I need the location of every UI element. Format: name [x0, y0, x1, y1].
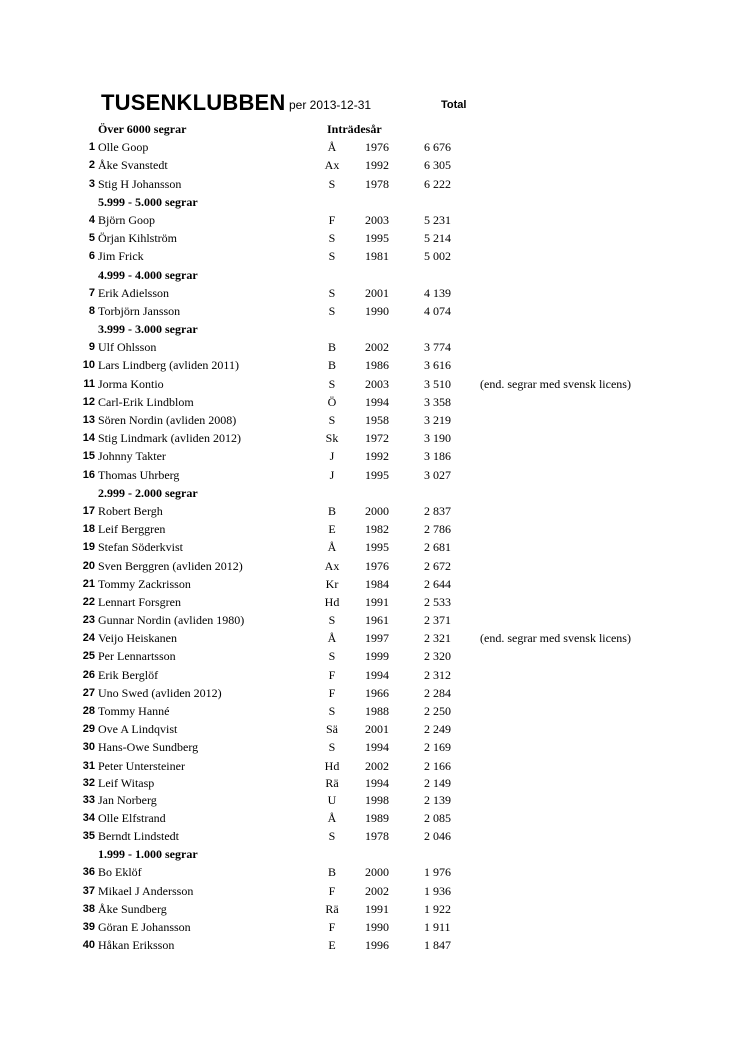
table-row: [0, 720, 746, 738]
rank-number: 10: [82, 359, 95, 372]
table-row: [0, 429, 746, 447]
rank-number: 22: [82, 595, 95, 608]
total-wins: 6 676: [424, 140, 451, 155]
driver-name: Åke Sundberg: [98, 901, 167, 916]
entry-year: 1995: [365, 467, 389, 482]
driver-name: Tommy Zackrisson: [98, 576, 191, 591]
driver-name: Torbjörn Jansson: [98, 303, 181, 318]
club-code: Å: [327, 140, 337, 155]
table-row: [0, 882, 746, 900]
rank-number: 37: [82, 884, 95, 897]
total-wins: 4 074: [424, 303, 451, 318]
rank-number: 9: [88, 341, 95, 354]
club-code: F: [328, 883, 336, 898]
rank-number: 3: [88, 177, 95, 190]
driver-name: Lars Lindberg (avliden 2011): [98, 358, 239, 373]
table-row: [0, 302, 746, 320]
rank-number: 40: [82, 939, 95, 952]
rank-number: 4: [88, 213, 95, 226]
total-wins: 2 149: [424, 775, 451, 790]
entry-year: 2003: [365, 376, 389, 391]
total-wins: 2 169: [424, 740, 451, 755]
driver-name: Ove A Lindqvist: [98, 722, 178, 737]
entry-year: 1976: [365, 558, 389, 573]
section-header-row: [0, 320, 746, 338]
table-row: [0, 502, 746, 520]
table-row: [0, 247, 746, 265]
rank-number: 8: [88, 304, 95, 317]
total-wins: 4 139: [424, 285, 451, 300]
table-row: [0, 775, 746, 792]
table-row: [0, 666, 746, 684]
entry-year: 2003: [365, 212, 389, 227]
table-row: [0, 863, 746, 881]
standings-list: [0, 120, 746, 954]
entry-year: 2002: [365, 758, 389, 773]
table-row: [0, 211, 746, 229]
section-header-row: [0, 120, 746, 138]
club-code: J: [329, 449, 335, 464]
rank-number: 31: [82, 759, 95, 772]
rank-number: 36: [82, 866, 95, 879]
total-wins: 2 046: [424, 828, 451, 843]
entry-year: 1992: [365, 158, 389, 173]
total-wins: 2 085: [424, 810, 451, 825]
driver-name: Lennart Forsgren: [98, 594, 181, 609]
rank-number: 39: [82, 920, 95, 933]
entry-year: 1966: [365, 685, 389, 700]
rank-number: 2: [88, 159, 95, 172]
entry-year: 1976: [365, 140, 389, 155]
table-row: [0, 792, 746, 809]
club-code: Å: [327, 540, 337, 555]
rank-number: 30: [82, 741, 95, 754]
driver-name: Göran E Johansson: [98, 919, 191, 934]
driver-name: Stig Lindmark (avliden 2012): [98, 431, 241, 446]
table-row: [0, 738, 746, 756]
driver-name: Ulf Ohlsson: [98, 340, 157, 355]
club-code: F: [328, 685, 336, 700]
rank-number: 5: [88, 232, 95, 245]
driver-name: Tommy Hanné: [98, 704, 170, 718]
club-code: F: [328, 667, 336, 682]
total-wins: 2 284: [424, 685, 451, 700]
row-note: (end. segrar med svensk licens): [480, 631, 631, 646]
entry-year: 2002: [365, 340, 389, 355]
entry-year: 2000: [365, 503, 389, 518]
rank-number: 35: [82, 829, 95, 842]
table-row: [0, 175, 746, 193]
total-wins: 2 321: [424, 631, 451, 646]
rank-number: 18: [82, 523, 95, 536]
club-code: Sä: [326, 722, 338, 737]
entry-year: 2000: [365, 865, 389, 880]
entry-year: 2002: [365, 883, 389, 898]
rank-number: 26: [82, 668, 95, 681]
entry-year: 1994: [365, 775, 389, 790]
total-wins: 3 774: [424, 340, 451, 355]
driver-name: Jan Norberg: [98, 792, 157, 807]
table-row: [0, 411, 746, 429]
total-wins: 3 616: [424, 358, 451, 373]
entry-year: 1978: [365, 828, 389, 843]
rank-number: 13: [82, 414, 95, 426]
total-wins: 3 358: [424, 394, 451, 409]
entry-year: 2001: [365, 722, 389, 737]
club-code: S: [328, 176, 336, 191]
driver-name: Sören Nordin (avliden 2008): [98, 413, 237, 427]
table-row: [0, 757, 746, 775]
table-row: [0, 900, 746, 918]
section-header-row: [0, 193, 746, 211]
total-wins: 2 249: [424, 722, 451, 737]
driver-name: Veijo Heiskanen: [98, 631, 177, 646]
driver-name: Jorma Kontio: [98, 376, 164, 391]
club-code: F: [328, 212, 336, 227]
club-code: B: [327, 340, 336, 355]
rank-number: 29: [82, 723, 95, 736]
rank-number: 1: [88, 141, 95, 154]
total-wins: 2 371: [424, 613, 451, 628]
driver-name: Johnny Takter: [98, 449, 166, 464]
driver-name: Stig H Johansson: [98, 176, 182, 191]
club-code: S: [328, 303, 336, 318]
total-wins: 2 312: [424, 667, 451, 682]
entry-year: 1990: [365, 919, 389, 934]
entry-year: 1994: [365, 394, 389, 409]
club-code: Ax: [324, 558, 340, 573]
total-wins: 1 976: [424, 865, 451, 880]
section-header: 2.999 - 2.000 segrar: [98, 485, 198, 500]
driver-name: Bo Eklöf: [98, 865, 142, 880]
driver-name: Jim Frick: [98, 249, 144, 264]
entry-year: 1997: [365, 631, 389, 646]
rank-number: 15: [82, 450, 95, 463]
club-code: S: [328, 649, 336, 664]
rank-number: 16: [82, 468, 95, 481]
entry-year: 1995: [365, 540, 389, 555]
club-code: U: [327, 792, 337, 807]
entry-year: 2001: [365, 285, 389, 300]
table-row: [0, 520, 746, 538]
club-code: Rä: [325, 775, 339, 790]
rank-number: 19: [82, 541, 95, 554]
rank-number: 24: [82, 632, 95, 645]
table-row: [0, 138, 746, 156]
rank-number: 38: [82, 902, 95, 915]
table-row: [0, 593, 746, 611]
total-wins: 5 002: [424, 249, 451, 264]
title-row: [0, 90, 746, 120]
total-wins: 2 837: [424, 503, 451, 518]
entry-year: 1992: [365, 449, 389, 464]
entry-year: 1991: [365, 901, 389, 916]
driver-name: Gunnar Nordin (avliden 1980): [98, 613, 245, 628]
club-code: S: [328, 613, 336, 628]
driver-name: Erik Adielsson: [98, 285, 169, 300]
club-code: B: [327, 503, 336, 518]
table-row: [0, 538, 746, 556]
table-row: [0, 918, 746, 936]
table-row: [0, 647, 746, 665]
entry-year: 1990: [365, 303, 389, 318]
table-row: [0, 611, 746, 629]
total-wins: 2 672: [424, 558, 451, 573]
driver-name: Åke Svanstedt: [98, 158, 168, 173]
rank-number: 14: [82, 432, 95, 445]
club-code: Hd: [324, 758, 340, 773]
section-header: 4.999 - 4.000 segrar: [98, 267, 198, 282]
table-row: [0, 936, 746, 954]
entry-year: 1986: [365, 358, 389, 373]
section-header: 1.999 - 1.000 segrar: [98, 847, 198, 862]
total-wins: 2 250: [424, 704, 451, 718]
section-header: 3.999 - 3.000 segrar: [98, 322, 198, 337]
club-code: S: [328, 231, 336, 246]
club-code: E: [328, 938, 336, 953]
total-wins: 2 533: [424, 594, 451, 609]
table-row: [0, 156, 746, 174]
driver-name: Olle Elfstrand: [98, 810, 166, 825]
driver-name: Sven Berggren (avliden 2012): [98, 558, 243, 573]
total-wins: 1 847: [424, 938, 451, 953]
club-code: Å: [327, 631, 337, 646]
table-row: [0, 684, 746, 702]
table-row: [0, 447, 746, 465]
entry-year: 1961: [365, 613, 389, 628]
total-wins: 2 320: [424, 649, 451, 664]
row-note: (end. segrar med svensk licens): [480, 376, 631, 391]
total-column-header: Total: [441, 99, 467, 111]
club-code: Sk: [325, 431, 339, 446]
driver-name: Björn Goop: [98, 212, 155, 227]
table-row: [0, 702, 746, 720]
entry-year: 1999: [365, 649, 389, 664]
driver-name: Thomas Uhrberg: [98, 467, 180, 482]
driver-name: Örjan Kihlström: [98, 231, 177, 246]
total-wins: 1 922: [424, 901, 451, 916]
table-row: [0, 557, 746, 575]
section-header: 5.999 - 5.000 segrar: [98, 194, 198, 209]
rank-number: 28: [82, 705, 95, 717]
club-code: S: [328, 376, 336, 391]
driver-name: Håkan Eriksson: [98, 938, 175, 953]
club-code: S: [328, 413, 336, 427]
driver-name: Hans-Owe Sundberg: [98, 740, 199, 755]
driver-name: Robert Bergh: [98, 503, 163, 518]
table-row: [0, 356, 746, 374]
rank-number: 25: [82, 650, 95, 663]
club-code: S: [328, 704, 336, 718]
rank-number: 34: [82, 811, 95, 824]
total-wins: 3 190: [424, 431, 451, 446]
table-row: [0, 338, 746, 356]
entry-year: 1994: [365, 740, 389, 755]
year-column-header: Inträdesår: [327, 122, 382, 136]
driver-name: Mikael J Andersson: [98, 883, 194, 898]
total-wins: 2 166: [424, 758, 451, 773]
total-wins: 6 305: [424, 158, 451, 173]
total-wins: 1 936: [424, 883, 451, 898]
rank-number: 12: [82, 395, 95, 408]
entry-year: 1991: [365, 594, 389, 609]
table-row: [0, 284, 746, 302]
rank-number: 7: [88, 286, 95, 299]
rank-number: 33: [82, 793, 95, 806]
section-header: Över 6000 segrar: [98, 122, 187, 136]
entry-year: 1998: [365, 792, 389, 807]
as-of-date: per 2013-12-31: [289, 98, 372, 112]
rank-number: 27: [82, 686, 95, 699]
club-code: Hd: [324, 594, 340, 609]
entry-year: 1978: [365, 176, 389, 191]
club-code: Rä: [325, 901, 339, 916]
total-wins: 5 231: [424, 212, 451, 227]
entry-year: 1958: [365, 413, 389, 427]
total-wins: 5 214: [424, 231, 451, 246]
section-header-row: [0, 266, 746, 284]
rank-number: 21: [82, 577, 95, 590]
club-code: B: [327, 358, 336, 373]
entry-year: 1984: [365, 576, 389, 591]
section-header-row: [0, 484, 746, 502]
entry-year: 1995: [365, 231, 389, 246]
driver-name: Berndt Lindstedt: [98, 828, 179, 843]
club-code: Ö: [327, 394, 337, 409]
club-code: Ax: [324, 158, 340, 173]
total-wins: 3 027: [424, 467, 451, 482]
entry-year: 1972: [365, 431, 389, 446]
page-title: TUSENKLUBBEN: [101, 90, 286, 115]
driver-name: Leif Berggren: [98, 522, 166, 537]
club-code: Å: [327, 810, 337, 825]
club-code: B: [327, 865, 336, 880]
driver-name: Erik Berglöf: [98, 667, 159, 682]
table-row: [0, 393, 746, 411]
table-row: [0, 466, 746, 484]
total-wins: 2 644: [424, 576, 451, 591]
total-wins: 6 222: [424, 176, 451, 191]
table-row: [0, 229, 746, 247]
driver-name: Carl-Erik Lindblom: [98, 394, 194, 409]
driver-name: Peter Untersteiner: [98, 758, 185, 773]
driver-name: Olle Goop: [98, 140, 149, 155]
table-row: [0, 827, 746, 845]
total-wins: 1 911: [424, 919, 451, 934]
table-row: [0, 375, 746, 393]
club-code: Kr: [325, 576, 339, 591]
club-code: F: [328, 919, 336, 934]
rank-number: 6: [88, 250, 95, 263]
total-wins: 3 186: [424, 449, 451, 464]
driver-name: Leif Witasp: [98, 775, 155, 790]
entry-year: 1996: [365, 938, 389, 953]
club-code: E: [328, 522, 336, 537]
driver-name: Uno Swed (avliden 2012): [98, 685, 222, 700]
driver-name: Per Lennartsson: [98, 649, 176, 664]
driver-name: Stefan Söderkvist: [98, 540, 183, 555]
club-code: S: [328, 285, 336, 300]
total-wins: 3 219: [424, 413, 451, 427]
total-wins: 2 139: [424, 792, 451, 807]
entry-year: 1981: [365, 249, 389, 264]
total-wins: 3 510: [424, 376, 451, 391]
entry-year: 1989: [365, 810, 389, 825]
rank-number: 11: [83, 377, 95, 390]
entry-year: 1988: [365, 704, 389, 718]
rank-number: 17: [82, 504, 95, 517]
rank-number: 20: [82, 559, 95, 572]
rank-number: 23: [82, 614, 95, 627]
rank-number: 32: [82, 776, 95, 789]
table-row: [0, 629, 746, 647]
club-code: S: [328, 740, 336, 755]
club-code: S: [328, 828, 336, 843]
entry-year: 1994: [365, 667, 389, 682]
table-row: [0, 809, 746, 827]
section-header-row: [0, 845, 746, 863]
entry-year: 1982: [365, 522, 389, 537]
club-code: J: [329, 467, 335, 482]
total-wins: 2 786: [424, 522, 451, 537]
club-code: S: [328, 249, 336, 264]
total-wins: 2 681: [424, 540, 451, 555]
table-row: [0, 575, 746, 593]
